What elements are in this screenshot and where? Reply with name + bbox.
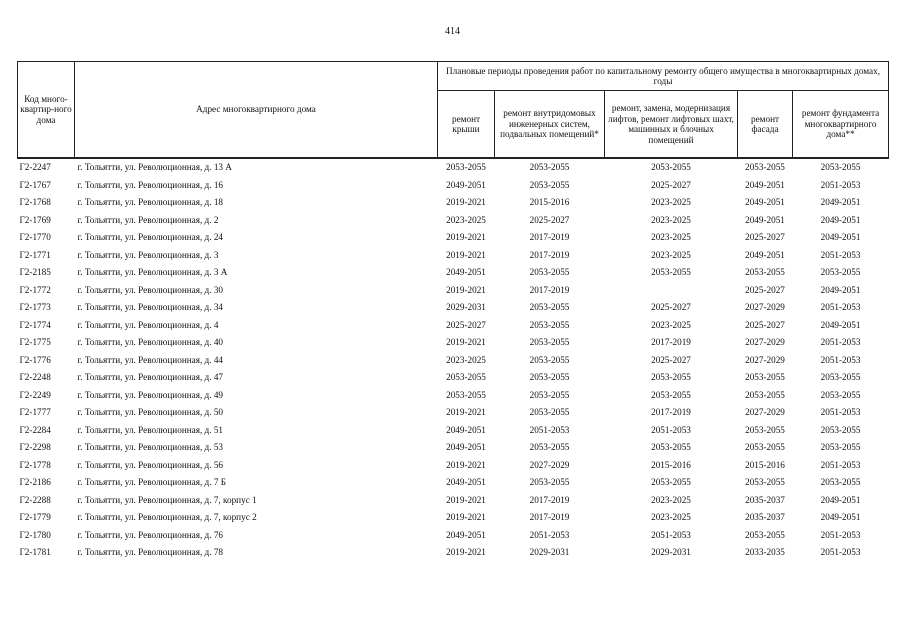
cell-roof: 2019-2021 — [446, 512, 486, 522]
cell-address: г. Тольятти, ул. Революционная, д. 16 — [77, 179, 224, 190]
cell-address: г. Тольятти, ул. Революционная, д. 18 — [77, 197, 224, 207]
cell-facade: 2053-2055 — [745, 372, 785, 382]
cell-elevators: 2053-2055 — [651, 267, 691, 277]
cell-address: г. Тольятти, ул. Революционная, д. 30 — [77, 284, 224, 295]
cell-code: Г2-2288 — [19, 494, 51, 505]
cell-facade: 2053-2055 — [745, 529, 785, 540]
cell-code: Г2-2248 — [19, 372, 51, 382]
cell-elevators: 2053-2055 — [651, 372, 691, 382]
cell-elevators: 2023-2025 — [651, 197, 691, 207]
cell-facade: 2053-2055 — [745, 389, 785, 400]
cell-roof: 2019-2021 — [446, 284, 486, 295]
cell-roof: 2019-2021 — [446, 459, 486, 470]
cell-facade: 2015-2016 — [745, 459, 785, 470]
cell-facade: 2053-2055 — [745, 162, 785, 172]
table-row — [18, 544, 889, 562]
table-row — [18, 177, 889, 195]
cell-foundation: 2051-2053 — [820, 302, 861, 312]
cell-code: Г2-1777 — [19, 407, 51, 417]
cell-facade: 2049-2051 — [745, 214, 785, 225]
cell-address: г. Тольятти, ул. Революционная, д. 24 — [77, 232, 224, 242]
header-planned-periods: Плановые периоды проведения работ по капитальному ремонту общего имущества в многоквартирных домах, годы — [438, 62, 889, 91]
cell-foundation: 2053-2055 — [820, 372, 861, 382]
cell-foundation: 2051-2053 — [820, 547, 861, 557]
cell-code: Г2-2284 — [19, 424, 51, 435]
table-body — [18, 158, 889, 562]
cell-elevators: 2053-2055 — [651, 442, 691, 452]
cell-code: Г2-2247 — [19, 162, 51, 172]
cell-roof: 2025-2027 — [446, 319, 486, 330]
cell-address: г. Тольятти, ул. Революционная, д. 76 — [77, 529, 224, 540]
cell-elevators: 2051-2053 — [651, 529, 691, 540]
cell-code: Г2-1774 — [19, 319, 51, 330]
cell-elevators: 2051-2053 — [651, 424, 691, 435]
cell-address: г. Тольятти, ул. Революционная, д. 34 — [77, 302, 224, 312]
cell-facade: 2027-2029 — [745, 407, 785, 417]
cell-roof: 2023-2025 — [446, 354, 486, 365]
table-row — [18, 509, 889, 527]
cell-engineering: 2053-2055 — [529, 389, 570, 400]
cell-roof: 2019-2021 — [446, 232, 486, 242]
table-row — [18, 212, 889, 230]
cell-roof: 2019-2021 — [446, 547, 486, 557]
cell-engineering: 2053-2055 — [529, 179, 570, 190]
table-row — [18, 194, 889, 212]
cell-foundation: 2051-2053 — [820, 459, 861, 470]
cell-foundation: 2049-2051 — [820, 232, 861, 242]
cell-elevators: 2017-2019 — [651, 407, 691, 417]
header-elevators: ремонт, замена, модернизация лифтов, ремонт лифтовых шахт, машинных и блочных помещений — [605, 91, 738, 159]
table-row — [18, 352, 889, 370]
header-address: Адрес многоквартирного дома — [75, 62, 438, 159]
cell-code: Г2-1779 — [19, 512, 51, 522]
table-row — [18, 158, 889, 177]
table-row — [18, 422, 889, 440]
cell-facade: 2053-2055 — [745, 424, 785, 435]
cell-address: г. Тольятти, ул. Революционная, д. 2 — [77, 214, 219, 225]
cell-elevators: 2023-2025 — [651, 249, 691, 260]
cell-foundation: 2053-2055 — [820, 442, 861, 452]
cell-elevators: 2025-2027 — [651, 354, 691, 365]
cell-engineering: 2053-2055 — [529, 372, 570, 382]
cell-facade: 2025-2027 — [745, 319, 785, 330]
cell-code: Г2-1770 — [19, 232, 51, 242]
cell-facade: 2027-2029 — [745, 354, 785, 365]
cell-foundation: 2049-2051 — [820, 284, 861, 295]
table-row — [18, 229, 889, 247]
cell-address: г. Тольятти, ул. Революционная, д. 44 — [77, 354, 224, 365]
cell-roof: 2049-2051 — [446, 442, 486, 452]
cell-roof: 2019-2021 — [446, 494, 486, 505]
cell-facade: 2025-2027 — [745, 284, 785, 295]
table-row — [18, 527, 889, 545]
header-engineering: ремонт внутридомовых инженерных систем, подвальных помещений* — [495, 91, 605, 159]
cell-engineering: 2029-2031 — [529, 547, 570, 557]
cell-engineering: 2051-2053 — [529, 529, 570, 540]
cell-roof: 2019-2021 — [446, 197, 486, 207]
cell-elevators: 2053-2055 — [651, 477, 691, 487]
cell-code: Г2-1780 — [19, 529, 51, 540]
cell-elevators: 2023-2025 — [651, 214, 691, 225]
cell-code: Г2-1776 — [19, 354, 51, 365]
cell-address: г. Тольятти, ул. Революционная, д. 40 — [77, 337, 224, 347]
cell-engineering: 2053-2055 — [529, 477, 570, 487]
cell-foundation: 2051-2053 — [820, 529, 861, 540]
cell-facade: 2049-2051 — [745, 197, 785, 207]
cell-facade: 2053-2055 — [745, 442, 785, 452]
cell-elevators: 2029-2031 — [651, 547, 691, 557]
cell-code: Г2-2186 — [19, 477, 51, 487]
cell-foundation: 2051-2053 — [820, 249, 861, 260]
cell-roof: 2053-2055 — [446, 162, 486, 172]
cell-roof: 2049-2051 — [446, 477, 486, 487]
table-row — [18, 317, 889, 335]
cell-engineering: 2053-2055 — [529, 319, 570, 330]
cell-roof: 2029-2031 — [446, 302, 486, 312]
cell-facade: 2027-2029 — [745, 337, 785, 347]
cell-address: г. Тольятти, ул. Революционная, д. 56 — [77, 459, 224, 470]
cell-roof: 2019-2021 — [446, 407, 486, 417]
cell-roof: 2049-2051 — [446, 424, 486, 435]
cell-address: г. Тольятти, ул. Революционная, д. 7 Б — [77, 477, 226, 487]
cell-foundation: 2049-2051 — [820, 319, 861, 330]
table-row — [18, 439, 889, 457]
table-row — [18, 387, 889, 405]
cell-elevators — [605, 282, 738, 300]
cell-roof: 2049-2051 — [446, 267, 486, 277]
cell-facade: 2025-2027 — [745, 232, 785, 242]
cell-facade: 2033-2035 — [745, 547, 785, 557]
cell-foundation: 2053-2055 — [820, 477, 861, 487]
cell-address: г. Тольятти, ул. Революционная, д. 49 — [77, 389, 224, 400]
cell-address: г. Тольятти, ул. Революционная, д. 7, корпус 2 — [77, 512, 257, 522]
cell-code: Г2-1772 — [19, 284, 51, 295]
cell-address: г. Тольятти, ул. Революционная, д. 51 — [77, 424, 224, 435]
table-row — [18, 474, 889, 492]
cell-code: Г2-1768 — [19, 197, 51, 207]
cell-engineering: 2017-2019 — [529, 249, 570, 260]
cell-elevators: 2023-2025 — [651, 494, 691, 505]
cell-elevators: 2025-2027 — [651, 179, 691, 190]
cell-address: г. Тольятти, ул. Революционная, д. 47 — [77, 372, 224, 382]
table-row — [18, 247, 889, 265]
cell-engineering: 2017-2019 — [529, 494, 570, 505]
table-row — [18, 369, 889, 387]
table-row — [18, 282, 889, 300]
cell-foundation: 2051-2053 — [820, 354, 861, 365]
cell-code: Г2-1781 — [19, 547, 51, 557]
cell-roof: 2019-2021 — [446, 337, 486, 347]
cell-facade: 2027-2029 — [745, 302, 785, 312]
cell-engineering: 2053-2055 — [529, 442, 570, 452]
cell-foundation: 2049-2051 — [820, 214, 861, 225]
header-roof: ремонт крыши — [438, 91, 495, 159]
cell-code: Г2-2185 — [19, 267, 51, 277]
cell-code: Г2-1773 — [19, 302, 51, 312]
cell-foundation: 2049-2051 — [820, 494, 861, 505]
cell-code: Г2-1775 — [19, 337, 51, 347]
table-row — [18, 334, 889, 352]
cell-engineering: 2053-2055 — [529, 407, 570, 417]
cell-foundation: 2053-2055 — [820, 162, 861, 172]
cell-code: Г2-1767 — [19, 179, 51, 190]
cell-address: г. Тольятти, ул. Революционная, д. 53 — [77, 442, 224, 452]
cell-engineering: 2053-2055 — [529, 267, 570, 277]
header-code: Код много-квартир-ного дома — [18, 62, 75, 159]
table-row — [18, 299, 889, 317]
cell-elevators: 2025-2027 — [651, 302, 691, 312]
cell-facade: 2053-2055 — [745, 267, 785, 277]
cell-facade: 2049-2051 — [745, 179, 785, 190]
cell-foundation: 2049-2051 — [820, 197, 861, 207]
cell-foundation: 2053-2055 — [820, 424, 861, 435]
cell-elevators: 2023-2025 — [651, 232, 691, 242]
cell-address: г. Тольятти, ул. Революционная, д. 4 — [77, 319, 219, 330]
cell-facade: 2053-2055 — [745, 477, 785, 487]
cell-facade: 2035-2037 — [745, 512, 785, 522]
cell-roof: 2049-2051 — [446, 179, 486, 190]
header-foundation: ремонт фундамента многоквартирного дома** — [793, 91, 889, 159]
cell-engineering: 2053-2055 — [529, 337, 570, 347]
cell-foundation: 2051-2053 — [820, 179, 861, 190]
cell-code: Г2-1769 — [19, 214, 51, 225]
cell-code: Г2-2249 — [19, 389, 51, 400]
capital-repair-table — [17, 61, 889, 562]
cell-roof: 2053-2055 — [446, 372, 486, 382]
table-row — [18, 404, 889, 422]
cell-address: г. Тольятти, ул. Революционная, д. 13 А — [77, 162, 232, 172]
cell-foundation: 2053-2055 — [820, 267, 861, 277]
cell-engineering: 2015-2016 — [529, 197, 570, 207]
cell-engineering: 2025-2027 — [529, 214, 570, 225]
cell-elevators: 2053-2055 — [651, 162, 691, 172]
cell-foundation: 2051-2053 — [820, 337, 861, 347]
cell-roof: 2049-2051 — [446, 529, 486, 540]
cell-facade: 2035-2037 — [745, 494, 785, 505]
cell-foundation: 2051-2053 — [820, 407, 861, 417]
cell-foundation: 2053-2055 — [820, 389, 861, 400]
page-number: 414 — [445, 26, 460, 37]
cell-engineering: 2017-2019 — [529, 232, 570, 242]
cell-engineering: 2053-2055 — [529, 162, 570, 172]
cell-address: г. Тольятти, ул. Революционная, д. 3 А — [77, 267, 228, 277]
cell-address: г. Тольятти, ул. Революционная, д. 7, корпус 1 — [77, 494, 257, 505]
cell-address: г. Тольятти, ул. Революционная, д. 78 — [77, 547, 224, 557]
cell-code: Г2-1778 — [19, 459, 51, 470]
cell-roof: 2019-2021 — [446, 249, 486, 260]
cell-engineering: 2017-2019 — [529, 512, 570, 522]
table-row — [18, 492, 889, 510]
cell-engineering: 2051-2053 — [529, 424, 570, 435]
cell-engineering: 2027-2029 — [529, 459, 570, 470]
cell-foundation: 2049-2051 — [820, 512, 861, 522]
cell-code: Г2-2298 — [19, 442, 51, 452]
cell-elevators: 2015-2016 — [651, 459, 691, 470]
cell-engineering: 2053-2055 — [529, 354, 570, 365]
cell-engineering: 2053-2055 — [529, 302, 570, 312]
cell-engineering: 2017-2019 — [529, 284, 570, 295]
cell-roof: 2023-2025 — [446, 214, 486, 225]
header-facade: ремонт фасада — [738, 91, 793, 159]
cell-address: г. Тольятти, ул. Революционная, д. 3 — [77, 249, 219, 260]
cell-elevators: 2023-2025 — [651, 512, 691, 522]
table-row — [18, 457, 889, 475]
table-row — [18, 264, 889, 282]
cell-elevators: 2017-2019 — [651, 337, 691, 347]
cell-elevators: 2023-2025 — [651, 319, 691, 330]
cell-elevators: 2053-2055 — [651, 389, 691, 400]
cell-facade: 2049-2051 — [745, 249, 785, 260]
cell-address: г. Тольятти, ул. Революционная, д. 50 — [77, 407, 224, 417]
cell-roof: 2053-2055 — [446, 389, 486, 400]
cell-code: Г2-1771 — [19, 249, 51, 260]
